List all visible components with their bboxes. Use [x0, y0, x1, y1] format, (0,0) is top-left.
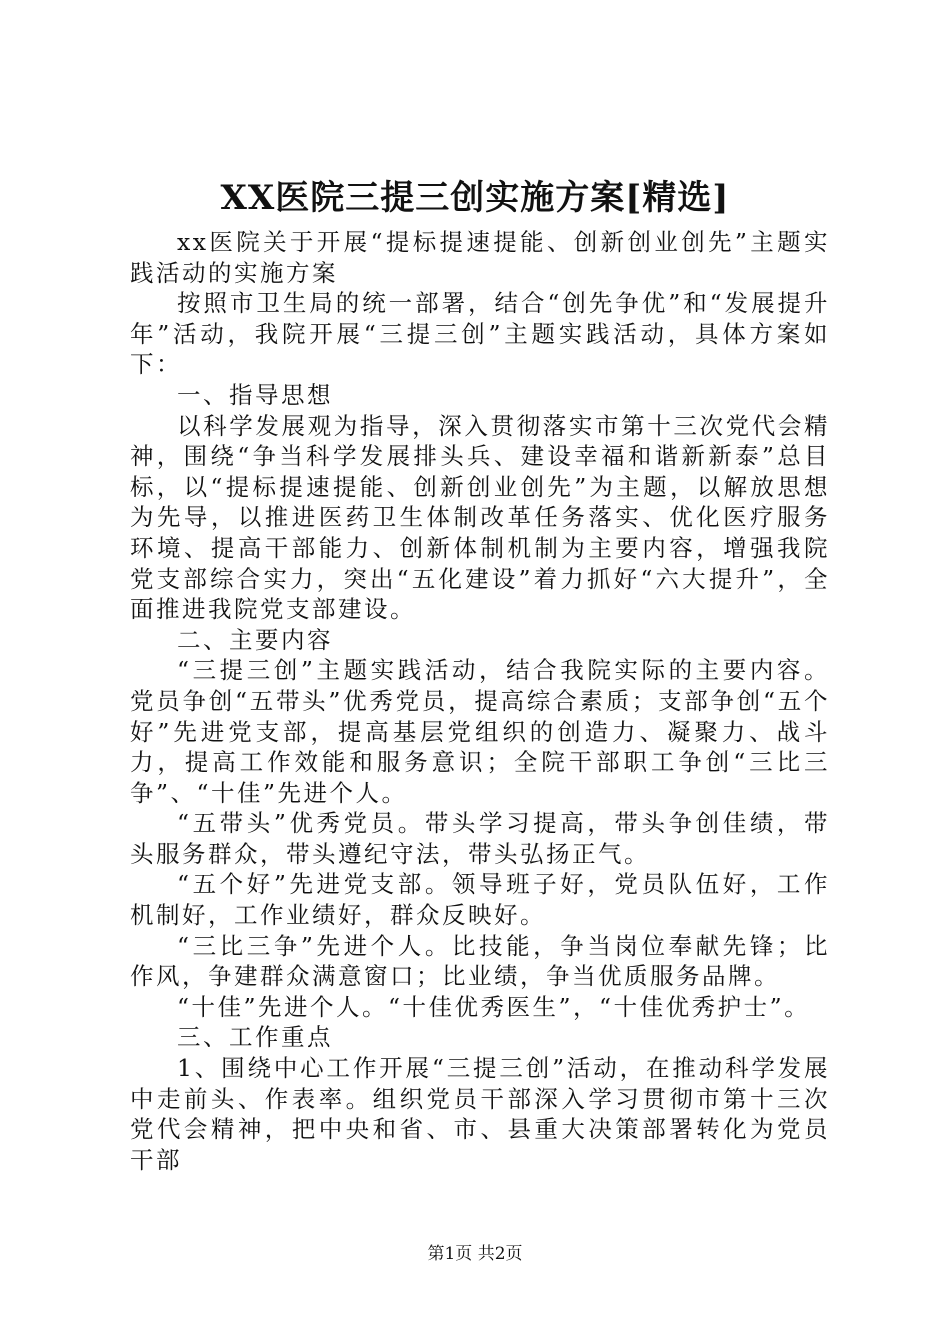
section-heading-main-content: 二、主要内容	[177, 625, 333, 654]
section-heading-guiding-ideology: 一、指导思想	[177, 380, 333, 409]
paragraph-guiding-ideology: 以科学发展观为指导，深入贯彻落实市第十三次党代会精神，围绕“争当科学发展排头兵、建设幸福和谐新新泰”总目标，以“提标提速提能、创新创业创先”为主题，以解放思想为先导，以推进医药卫生体制改革任务落实、优化医疗服务环境、提高干部能力、创新体制机制为主要内容，增强我院党支部综合实力，突出“五化建设”着力抓好“六大提升”，全面推进我院党支部建设。	[130, 411, 830, 624]
paragraph-main-content: “三提三创”主题实践活动，结合我院实际的主要内容。党员争创“五带头”优秀党员，提高综合素质；支部争创“五个好”先进党支部，提高基层党组织的创造力、凝聚力、战斗力，提高工作效能和服务意识；全院干部职工争创“三比三争”、“十佳”先进个人。	[130, 656, 830, 807]
document-body	[130, 227, 830, 1175]
paragraph-ten-best: “十佳”先进个人。“十佳优秀医生”，“十佳优秀护士”。	[177, 992, 811, 1021]
paragraph-intro: 按照市卫生局的统一部署，结合“创先争优”和“发展提升年”活动，我院开展“三提三创”主题实践活动，具体方案如下：	[130, 289, 830, 379]
paragraph-work-focus-1: 1、围绕中心工作开展“三提三创”活动，在推动科学发展中走前头、作表率。组织党员干部深入学习贯彻市第十三次党代会精神，把中央和省、市、县重大决策部署转化为党员干部	[130, 1054, 830, 1174]
paragraph-subtitle: xx医院关于开展“提标提速提能、创新创业创先”主题实践活动的实施方案	[130, 228, 830, 287]
section-heading-work-focus: 三、工作重点	[177, 1023, 333, 1052]
page-number-footer: 第1页 共2页	[427, 1244, 523, 1264]
paragraph-three-compare: “三比三争”先进个人。比技能，争当岗位奉献先锋；比作风，争建群众满意窗口；比业绩，争当优质服务品牌。	[130, 931, 830, 991]
document-title: XX医院三提三创实施方案[精选]	[220, 178, 730, 218]
paragraph-five-goods: “五个好”先进党支部。领导班子好，党员队伍好，工作机制好，工作业绩好，群众反映好。	[130, 870, 830, 930]
paragraph-five-leads: “五带头”优秀党员。带头学习提高，带头争创佳绩，带头服务群众，带头遵纪守法，带头弘扬正气。	[130, 809, 830, 868]
